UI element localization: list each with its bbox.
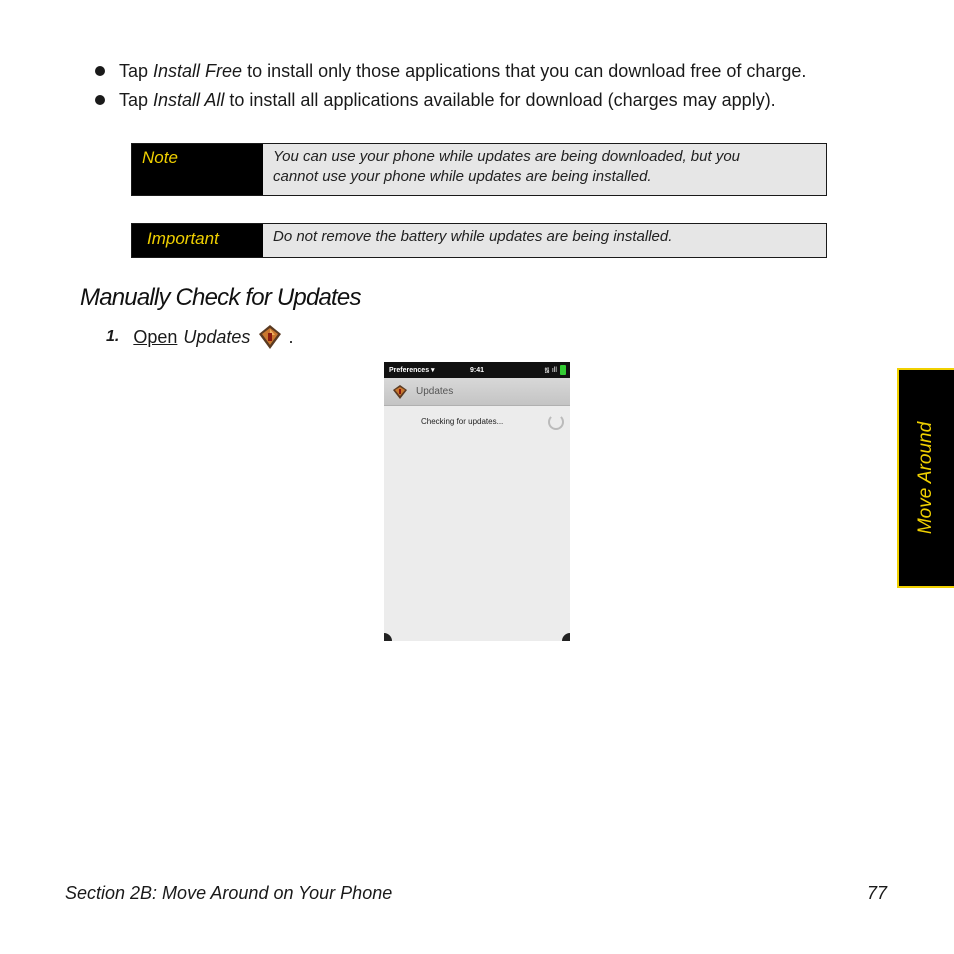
note-callout	[131, 143, 827, 196]
bullet-install-free	[95, 60, 806, 82]
install-free-term: Install Free	[153, 61, 243, 81]
section-heading: Manually Check for Updates	[80, 284, 361, 311]
app-menu[interactable]: Preferences ▾	[389, 367, 435, 374]
phone-screenshot	[384, 362, 570, 641]
bullet-install-all	[95, 89, 776, 111]
phone-app-title: Updates	[416, 386, 454, 397]
bullet-prefix: Tap	[119, 90, 154, 110]
app-name: Updates	[183, 327, 251, 347]
open-link[interactable]: Open	[133, 327, 178, 347]
important-callout	[131, 223, 827, 258]
bullet-text: to install only those applications that you can download free of charge.	[242, 61, 807, 81]
note-line-2: cannot use your phone while updates are being installed.	[273, 168, 652, 185]
battery-icon	[560, 365, 566, 375]
step-number: 1.	[106, 328, 120, 345]
screen-corner-left	[384, 633, 392, 641]
step-1	[106, 323, 293, 351]
important-tag: Important	[132, 224, 263, 257]
status-indicators	[544, 365, 566, 375]
section-side-tab	[897, 368, 954, 588]
checking-row	[384, 406, 570, 436]
step-period: .	[288, 327, 294, 347]
footer-section-title: Section 2B: Move Around on Your Phone	[65, 883, 393, 903]
signal-icon: ᯾ ıll	[544, 366, 557, 374]
note-tag: Note	[132, 144, 263, 195]
phone-app-header	[384, 378, 570, 406]
note-line-1: You can use your phone while updates are being downloaded, but you	[273, 148, 741, 165]
page-number: 77	[867, 883, 888, 903]
checking-message: Checking for updates...	[421, 416, 504, 426]
important-body: Do not remove the battery while updates are being installed.	[263, 224, 826, 257]
status-time: 9:41	[470, 366, 485, 374]
bullet-dot	[95, 66, 105, 76]
install-all-term: Install All	[153, 90, 225, 110]
note-body	[263, 144, 826, 195]
bullet-prefix: Tap	[119, 61, 154, 81]
bullet-text: to install all applications available for download (charges may apply).	[224, 90, 776, 110]
bullet-dot	[95, 95, 105, 105]
updates-app-icon	[256, 323, 284, 351]
spinner-icon	[548, 414, 564, 430]
side-tab-label: Move Around	[915, 421, 937, 535]
screen-corner-right	[562, 633, 570, 641]
updates-header-icon	[392, 384, 408, 400]
phone-status-bar	[384, 362, 570, 378]
